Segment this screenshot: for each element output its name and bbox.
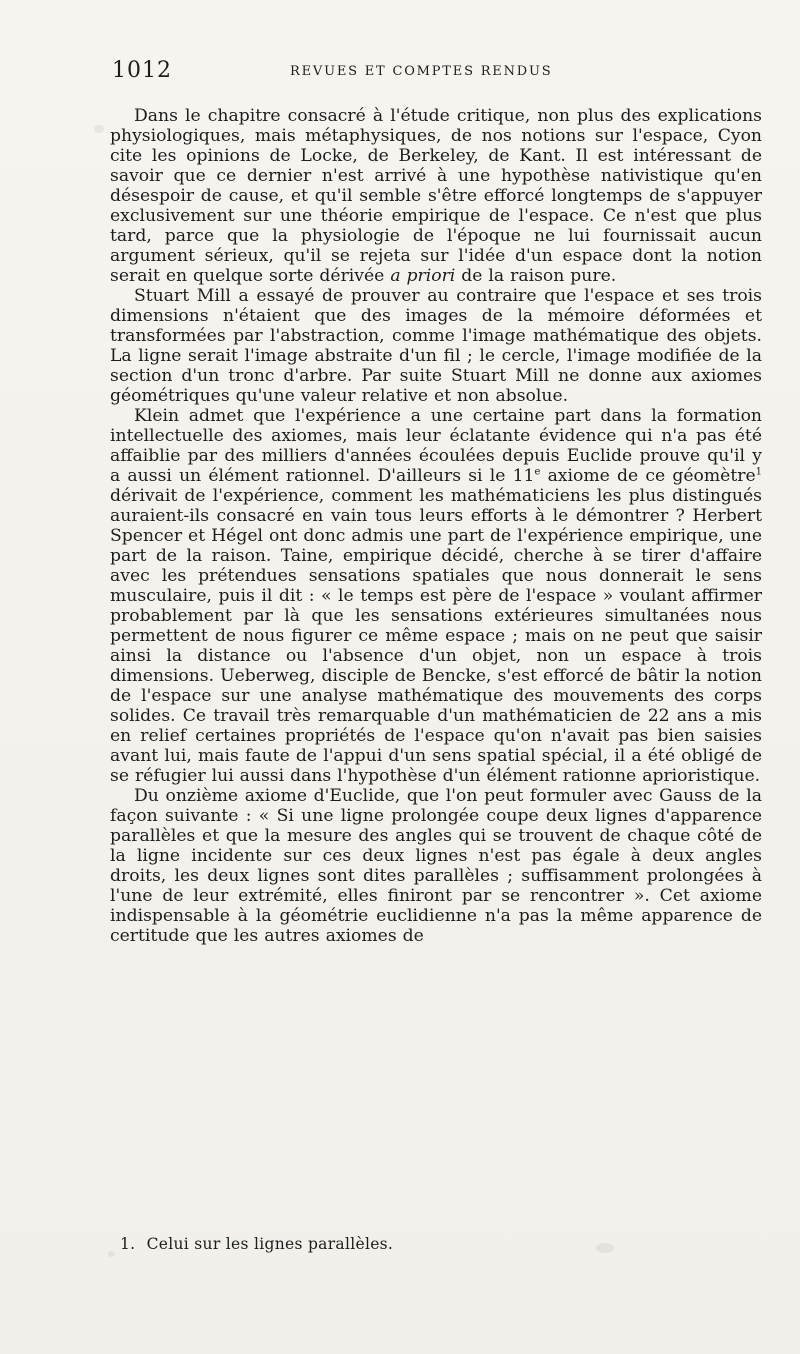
paragraph: [110, 286, 762, 406]
paper-spot: [94, 125, 104, 133]
paragraph: [110, 786, 762, 946]
paragraph-text: Stuart Mill a essayé de prouver au contraire que l'espace et ses trois dimensions n'étaient que des images de la mémoire déformées et transformées par l'abstraction, comme l'image mathématique des objets. La ligne serait l'image abstraite d'un fil ; le cercle, l'image modifiée de la section d'un tronc d'arbre. Par suite Stuart Mill ne donne aux axiomes géométriques qu'une valeur relative et non absolue.: [110, 286, 762, 406]
footnote: [120, 1234, 640, 1254]
body-text: [110, 106, 762, 946]
paragraph-text: axiome de ce géomètre: [547, 466, 756, 486]
italic-term: a priori: [390, 266, 456, 286]
running-title: REVUES ET COMPTES RENDUS: [290, 64, 553, 79]
superscript: e: [534, 466, 541, 478]
paragraph-text: de la raison pure.: [461, 266, 617, 286]
paragraph-text: Du onzième axiome d'Euclide, que l'on peut formuler avec Gauss de la façon suivante : « Si une ligne prolongée coupe deux lignes d'apparence parallèles et que la mesure des angles qui se trouvent de chaque côté de la ligne incidente sur ces deux lignes n'est pas égale à deux angles droits, les deux lignes sont dites parallèles ; suffisamment prolongées à l'une de leur extrémité, elles finiront par se rencontrer ». Cet axiome indispensable à la géométrie euclidienne n'a pas la même apparence de certitude que les autres axiomes de: [110, 786, 762, 946]
paragraph-text: Dans le chapitre consacré à l'étude critique, non plus des explications physiologiques, mais métaphysiques, de nos notions sur l'espace, Cyon cite les opinions de Locke, de Berkeley, de Kant. Il est intéressant de savoir que ce dernier n'est arrivé à une hypothèse nativistique qu'en désespoir de cause, et qu'il semble s'être efforcé longtemps de s'appuyer exclusivement sur une théorie empirique de l'espace. Ce n'est que plus tard, parce que la physiologie de l'époque ne lui fournissait aucun argument sérieux, qu'il se rejeta sur l'idée d'un espace dont la notion serait en quelque sorte dérivée: [110, 106, 762, 286]
page-header: [112, 58, 758, 86]
paragraph-text: Klein admet que l'expérience a une certaine part dans la formation intellectuelle des axiomes, mais leur éclatante évidence qui n'a pas été affaiblie par des milliers d'années écoulées depuis Euclide prouve qu'il y a aussi un élément rationnel. D'ailleurs si le 11: [110, 406, 762, 486]
footnote-text: Celui sur les lignes parallèles.: [146, 1235, 394, 1253]
footnote-reference: 1: [755, 466, 762, 478]
page-number: 1012: [112, 58, 172, 83]
footnote-marker: 1.: [120, 1235, 136, 1253]
paper-spot: [108, 1251, 115, 1257]
paragraph: [110, 106, 762, 286]
paragraph: [110, 406, 762, 786]
paragraph-text: dérivait de l'expérience, comment les mathématiciens les plus distingués auraient-ils consacré en vain tous leurs efforts à le démontrer ? Herbert Spencer et Hégel ont donc admis une part de l'expérience empirique, une part de la raison. Taine, empirique décidé, cherche à se tirer d'affaire avec les prétendues sensations spatiales que nous donnerait le sens musculaire, puis il dit : « le temps est père de l'espace » voulant affirmer probablement par là que les sensations extérieures simultanées nous permettent de nous figurer ce même espace ; mais on ne peut que saisir ainsi la distance ou l'absence d'un objet, non un espace à trois dimensions. Ueberweg, disciple de Bencke, s'est efforcé de bâtir la notion de l'espace sur une analyse mathématique des mouvements des corps solides. Ce travail très remarquable d'un mathématicien de 22 ans a mis en relief certaines propriétés de l'espace qu'on n'avait pas bien saisies avant lui, mais faute de l'appui d'un sens spatial spécial, il a été obligé de se réfugier lui aussi dans l'hypothèse d'un élément rationne aprioristique.: [110, 486, 762, 786]
